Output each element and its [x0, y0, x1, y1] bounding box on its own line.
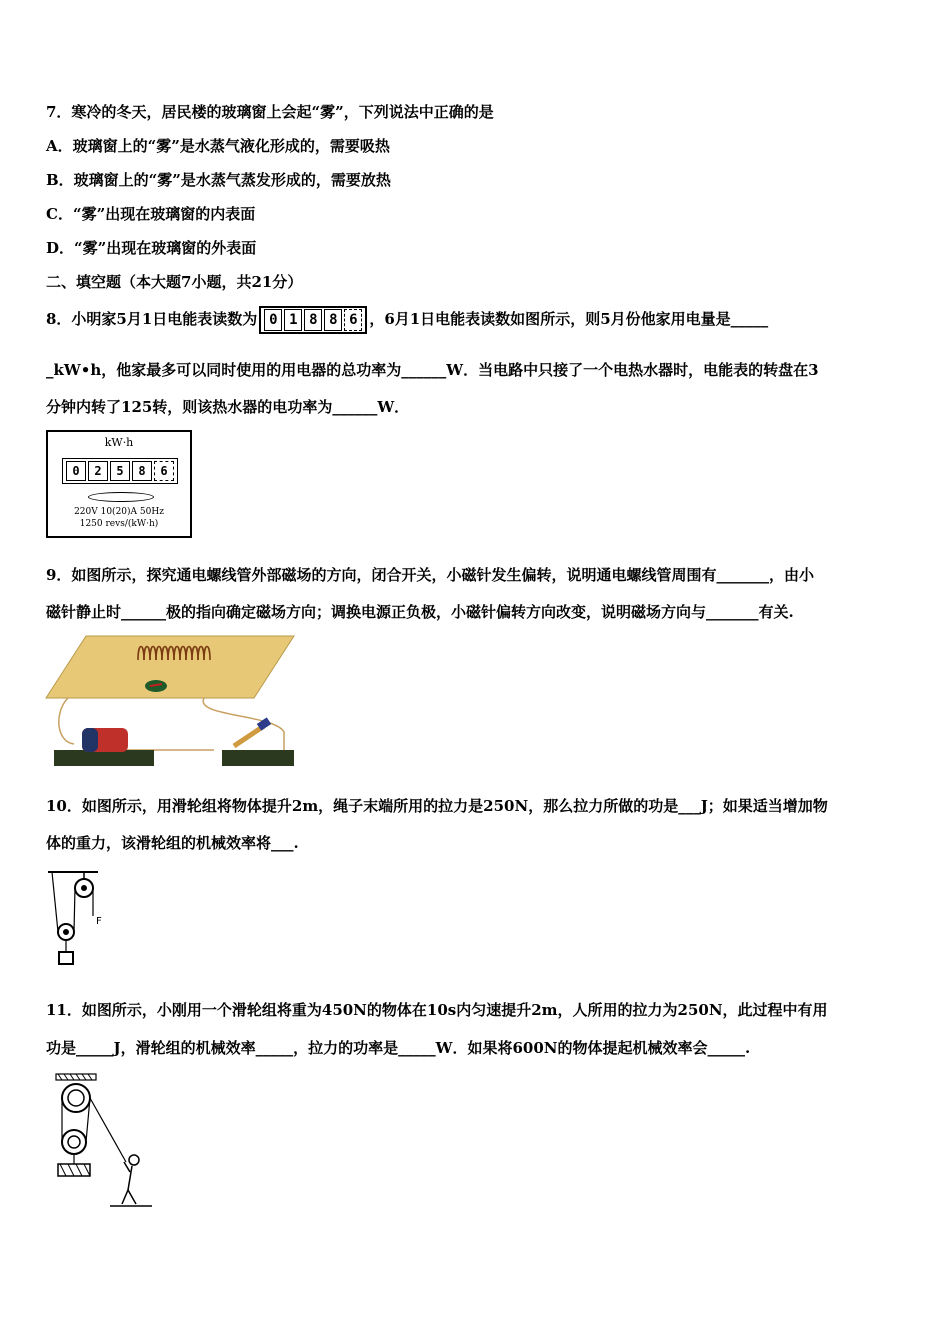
- q7-option-d: D．“雾”出现在玻璃窗的外表面: [46, 239, 257, 257]
- fixed-pulley-inner: [68, 1090, 84, 1106]
- reading-digit: 6: [344, 309, 362, 331]
- pulley-with-person-figure-q11: [44, 1072, 156, 1210]
- movable-pulley-inner: [68, 1136, 80, 1148]
- q11-line1: 11．如图所示，小刚用一个滑轮组将重为450N的物体在10s内匀速提升2m，人所用的拉力为250N，此过程中有用: [46, 1001, 828, 1019]
- q8-line1-post: ，6月1日电能表读数如图所示，则5月份他家用电量是_____: [369, 310, 769, 328]
- fixed-pulley-axle: [81, 885, 87, 891]
- meter-digit: 8: [132, 461, 152, 481]
- q11-line2: 功是_____J，滑轮组的机械效率_____，拉力的功率是_____W．如果将600N的物体提起机械效率会_____.: [46, 1039, 751, 1057]
- movable-pulley-icon: [62, 1130, 86, 1154]
- meter-digit: 2: [88, 461, 108, 481]
- q7-stem: 7．寒冷的冬天，居民楼的玻璃窗上会起“雾”，下列说法中正确的是: [46, 103, 494, 121]
- battery-terminal: [82, 728, 98, 752]
- person-icon: [122, 1155, 139, 1204]
- q10-line2: 体的重力，该滑轮组的机械效率将___.: [46, 834, 299, 852]
- meter-spec-voltage: 220V 10(20)A 50Hz: [74, 507, 164, 517]
- meter-digit: 5: [110, 461, 130, 481]
- switch-base: [222, 750, 294, 766]
- rope-to-person: [90, 1098, 126, 1162]
- q10-line1: 10．如图所示，用滑轮组将物体提升2m，绳子末端所用的拉力是250N，那么拉力所做的功是___J；如果适当增加物: [46, 797, 828, 815]
- battery-base: [54, 750, 154, 766]
- q8-line3: 分钟内转了125转，则该热水器的电功率为______W．: [46, 398, 410, 416]
- energy-meter-figure: [46, 430, 192, 538]
- q7-option-c: C．“雾”出现在玻璃窗的内表面: [46, 205, 256, 223]
- meter-digit: 6: [154, 461, 174, 481]
- reading-digit: 8: [304, 309, 322, 331]
- fixed-pulley-icon: [62, 1084, 90, 1112]
- q7-option-b: B．玻璃窗上的“雾”是水蒸气蒸发形成的，需要放热: [46, 171, 391, 189]
- section-title: 二、填空题（本大题7小题，共21分）: [46, 273, 303, 291]
- q9-line1: 9．如图所示，探究通电螺线管外部磁场的方向，闭合开关，小磁针发生偏转，说明通电螺线管周围有_______，由小: [46, 566, 814, 584]
- board: [46, 636, 294, 698]
- meter-digit: 0: [66, 461, 86, 481]
- meter-digits: [62, 458, 178, 484]
- meter-spec-revs: 1250 revs/(kW·h): [79, 519, 159, 529]
- rope: [74, 888, 75, 932]
- solenoid-experiment-figure: [44, 632, 296, 772]
- pulley-system-figure-q10: [44, 868, 114, 970]
- reading-digit: 8: [324, 309, 342, 331]
- reading-digit: 1: [284, 309, 302, 331]
- force-label: F: [96, 916, 102, 927]
- load-block: [59, 952, 73, 964]
- meter-disc-icon: [88, 492, 154, 502]
- meter-unit: kW·h: [104, 436, 134, 449]
- movable-pulley-axle: [63, 929, 69, 935]
- q8-line2: _kW•h，他家最多可以同时使用的用电器的总功率为______W．当电路中只接了一个电热水器时，电能表的转盘在3: [46, 361, 819, 379]
- meter-reading-inline: [259, 306, 367, 334]
- reading-digit: 0: [264, 309, 282, 331]
- q7-option-a: A．玻璃窗上的“雾”是水蒸气液化形成的，需要吸热: [46, 137, 390, 155]
- q8-line1-pre: 8．小明家5月1日电能表读数为: [46, 310, 258, 328]
- rope: [52, 872, 58, 932]
- switch-lever-icon: [234, 726, 264, 746]
- q9-line2: 磁针静止时______极的指向确定磁场方向；调换电源正负极，小磁针偏转方向改变，说明磁场方向与_______有关.: [46, 603, 794, 621]
- q8-line1: [46, 306, 768, 334]
